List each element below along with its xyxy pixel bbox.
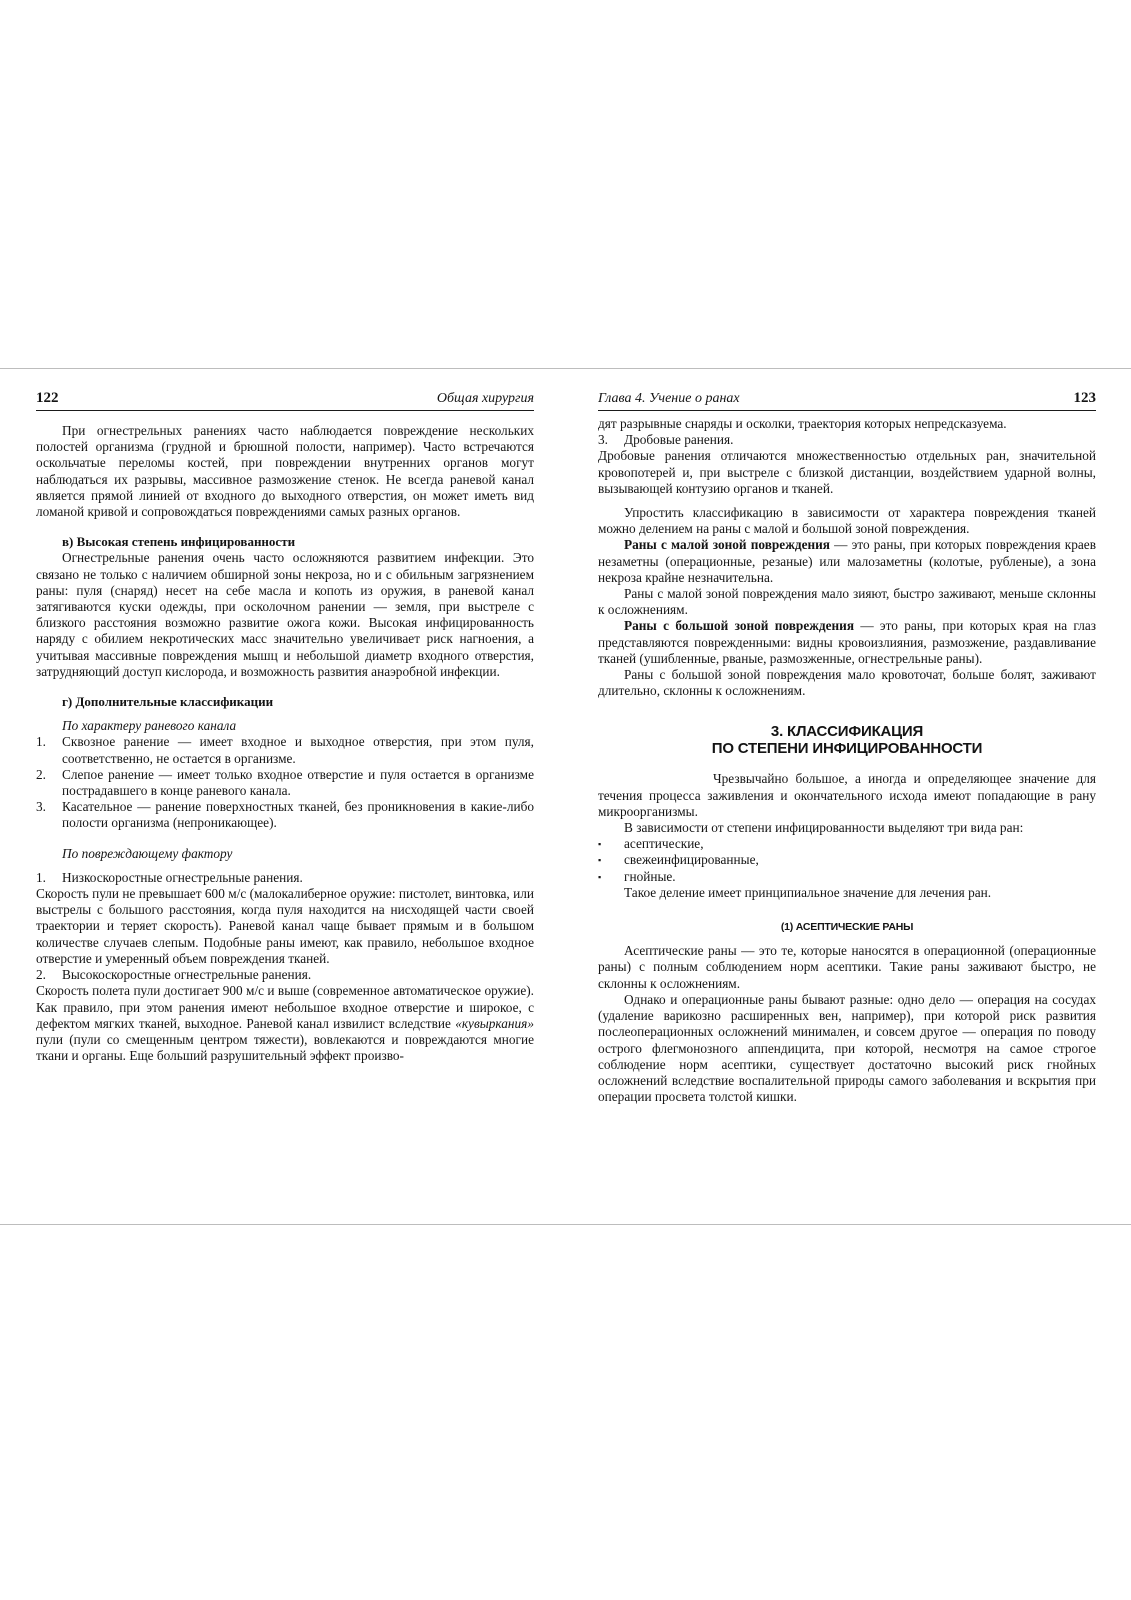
list-item-low-velocity: 1. Низкоскоростные огнестрельные ранения. [36, 869, 303, 885]
list-item-high-velocity: 2. Высокоскоростные огнестрельные ранения. [36, 967, 312, 983]
shot-wounds-text: Дробовые ранения отличаются множественностью отдельных ран, значительной кровопотерей и, при выстреле с близкой дистанции, воздействием ударной волны, вызывающей контузию органов и тканей. [598, 448, 1096, 496]
right-page [598, 368, 1096, 1225]
simplify-paragraph: Упростить классификацию в зависимости от характера повреждения тканей можно делением на раны с малой и большой зоной повреждения. [598, 505, 1096, 537]
list-item-shot-wounds: 3. Дробовые ранения. [598, 432, 734, 448]
high-infection-paragraph: Огнестрельные ранения очень часто осложняются развитием инфекции. Это связано не только с наличием обширной зоны некроза, но и с обильным загрязнением раны: пуля (снаряд) несет на себе масла и копоть из оружия, в раневой канал затягиваются куски одежды, при осколочном ранении — земля, при выстреле с близкого расстояния возможно развитие ожога кожи. Высокая инфицированность наряду с обилием некротических масс значительно увеличивает риск нагноения, а учитывая массивные повреждения мышц и небольшой диаметр входного отверстия, затрудняющий доступ кислорода, и возможность развития анаэробной инфекции. [36, 550, 534, 679]
aseptic-paragraph-2: Однако и операционные раны бывают разные: одно дело — операция на сосудах (удаление варикозно расширенных вен, например), при которой риск развития послеоперационных осложнений минимален, и совсем другое — операция по поводу острого флегмонозного аппендицита, при которой, несмотря на самое строгое соблюдение норм асептики, существует достаточно высокий риск гнойных осложнений вследствие воспалительной природы самого заболевания и вскрытия при операции просвета толстой кишки. [598, 991, 1096, 1105]
list-item: ▪ гнойные. [598, 868, 676, 884]
high-velocity-text: Скорость полета пули достигает 900 м/с и выше (современное автоматическое оружие). Как правило, при этом ранения имеют небольшое входное отверстие и широкое, с дефектом мягких тканей, выходное. Раневой канал извилист вследствие «кувыркания» пули (пули со смещенным центром тяжести), вовлекаются и повреждаются многие ткани и органы. Еще больший разрушительный эффект произво- [36, 983, 534, 1064]
right-header-rule [598, 410, 1096, 411]
small-zone-paragraph-2: Раны с малой зоной повреждения мало зияют, быстро заживают, меньше склонны к осложнениям. [598, 586, 1096, 618]
left-page-header [36, 390, 534, 410]
left-page [36, 368, 534, 1225]
list-item: 3. Касательное — ранение поверхностных тканей, без проникновения в какие-либо полости организма (непроникающее). [36, 799, 534, 831]
large-zone-paragraph-2: Раны с большой зоной повреждения мало кровоточат, больше болят, заживают длительно, склонны к осложнениям. [598, 667, 1096, 699]
right-page-header [598, 390, 1096, 410]
heading-high-infection: в) Высокая степень инфицированности [62, 534, 296, 550]
list-item: ▪ свежеинфицированные, [598, 852, 759, 868]
list-item: 1. Сквозное ранение — имеет входное и выходное отверстия, при этом пуля, соответственно, не остается в организме. [36, 734, 534, 766]
subsection-title: (1) АСЕПТИЧЕСКИЕ РАНЫ [780, 921, 914, 934]
list-item: ▪ асептические, [598, 836, 704, 852]
intro-paragraph: При огнестрельных ранениях часто наблюдается повреждение нескольких полостей организма (грудной и брюшной полости, например). Часто встречаются оскольчатые переломы костей, при повреждении внутренних органов могут наблюдаться их разрывы, массивное размозжение стенок. Не всегда раневой канал является прямой линией от входного до выходного отверстия, он может иметь вид ломаной кривой и сопровождаться повреждениями самых разных органов. [36, 423, 534, 520]
heading-wound-channel: По характеру раневого канала [62, 718, 237, 734]
left-running-title: Общая хирургия [436, 391, 534, 406]
book-spread [0, 368, 1131, 1225]
aseptic-paragraph-1: Асептические раны — это те, которые наносятся в операционной (операционные раны) с полным соблюдением норм асептики. Такие раны заживают быстро, не склонны к осложнениям. [598, 943, 1096, 991]
low-velocity-text: Скорость пули не превышает 600 м/с (малокалиберное оружие: пистолет, винтовка, или выстрелы с большого расстояния, когда пуля находится на нисходящей части своей траектории и теряет скорость). Раневой канал чаще бывает прямым и в большом количестве случаев слепым. Подобные раны имеют, как правило, небольшое входное отверстие и умеренный объем повреждения тканей. [36, 886, 534, 966]
large-zone-paragraph: Раны с большой зоной повреждения — это раны, при которых края на глаз представляются поврежденными: видны кровоизлияния, размозжение, раздавливание тканей (ушибленные, рваные, размозженные, огнестрельные раны). [598, 618, 1096, 666]
heading-damaging-factor: По повреждающему фактору [62, 845, 233, 861]
section-paragraph: Чрезвычайно большое, а иногда и определяющее значение для течения процесса заживления и окончательного исхода имеют попадающие в рану микроорганизмы. [598, 771, 1096, 819]
bullet-icon: ▪ [598, 839, 602, 850]
types-outro: Такое деление имеет принципиальное значение для лечения ран. [624, 884, 992, 900]
left-page-number: 122 [36, 390, 59, 406]
left-header-rule [36, 410, 534, 411]
heading-additional-classifications: г) Дополнительные классификации [62, 694, 274, 710]
right-page-body [598, 416, 1096, 1105]
left-page-body [36, 423, 534, 1064]
small-zone-paragraph: Раны с малой зоной повреждения — это раны, при которых повреждения краев незаметны (операционные, резаные) или малозаметны (колотые, рубленые), а зона некроза крайне незначительна. [598, 537, 1096, 585]
continued-text: дят разрывные снаряды и осколки, траектория которых непредсказуема. [598, 416, 1007, 431]
bullet-icon: ▪ [598, 871, 602, 882]
bullet-icon: ▪ [598, 855, 602, 866]
right-page-number: 123 [1073, 390, 1096, 406]
right-running-title: Глава 4. Учение о ранах [598, 391, 740, 406]
types-intro: В зависимости от степени инфицированности выделяют три вида ран: [624, 820, 1024, 836]
list-item: 2. Слепое ранение — имеет только входное отверстие и пуля остается в организме пострадавшего в конце раневого канала. [36, 766, 534, 799]
section-title: 3. КЛАССИФИКАЦИЯ ПО СТЕПЕНИ ИНФИЦИРОВАННОСТИ [711, 723, 983, 758]
